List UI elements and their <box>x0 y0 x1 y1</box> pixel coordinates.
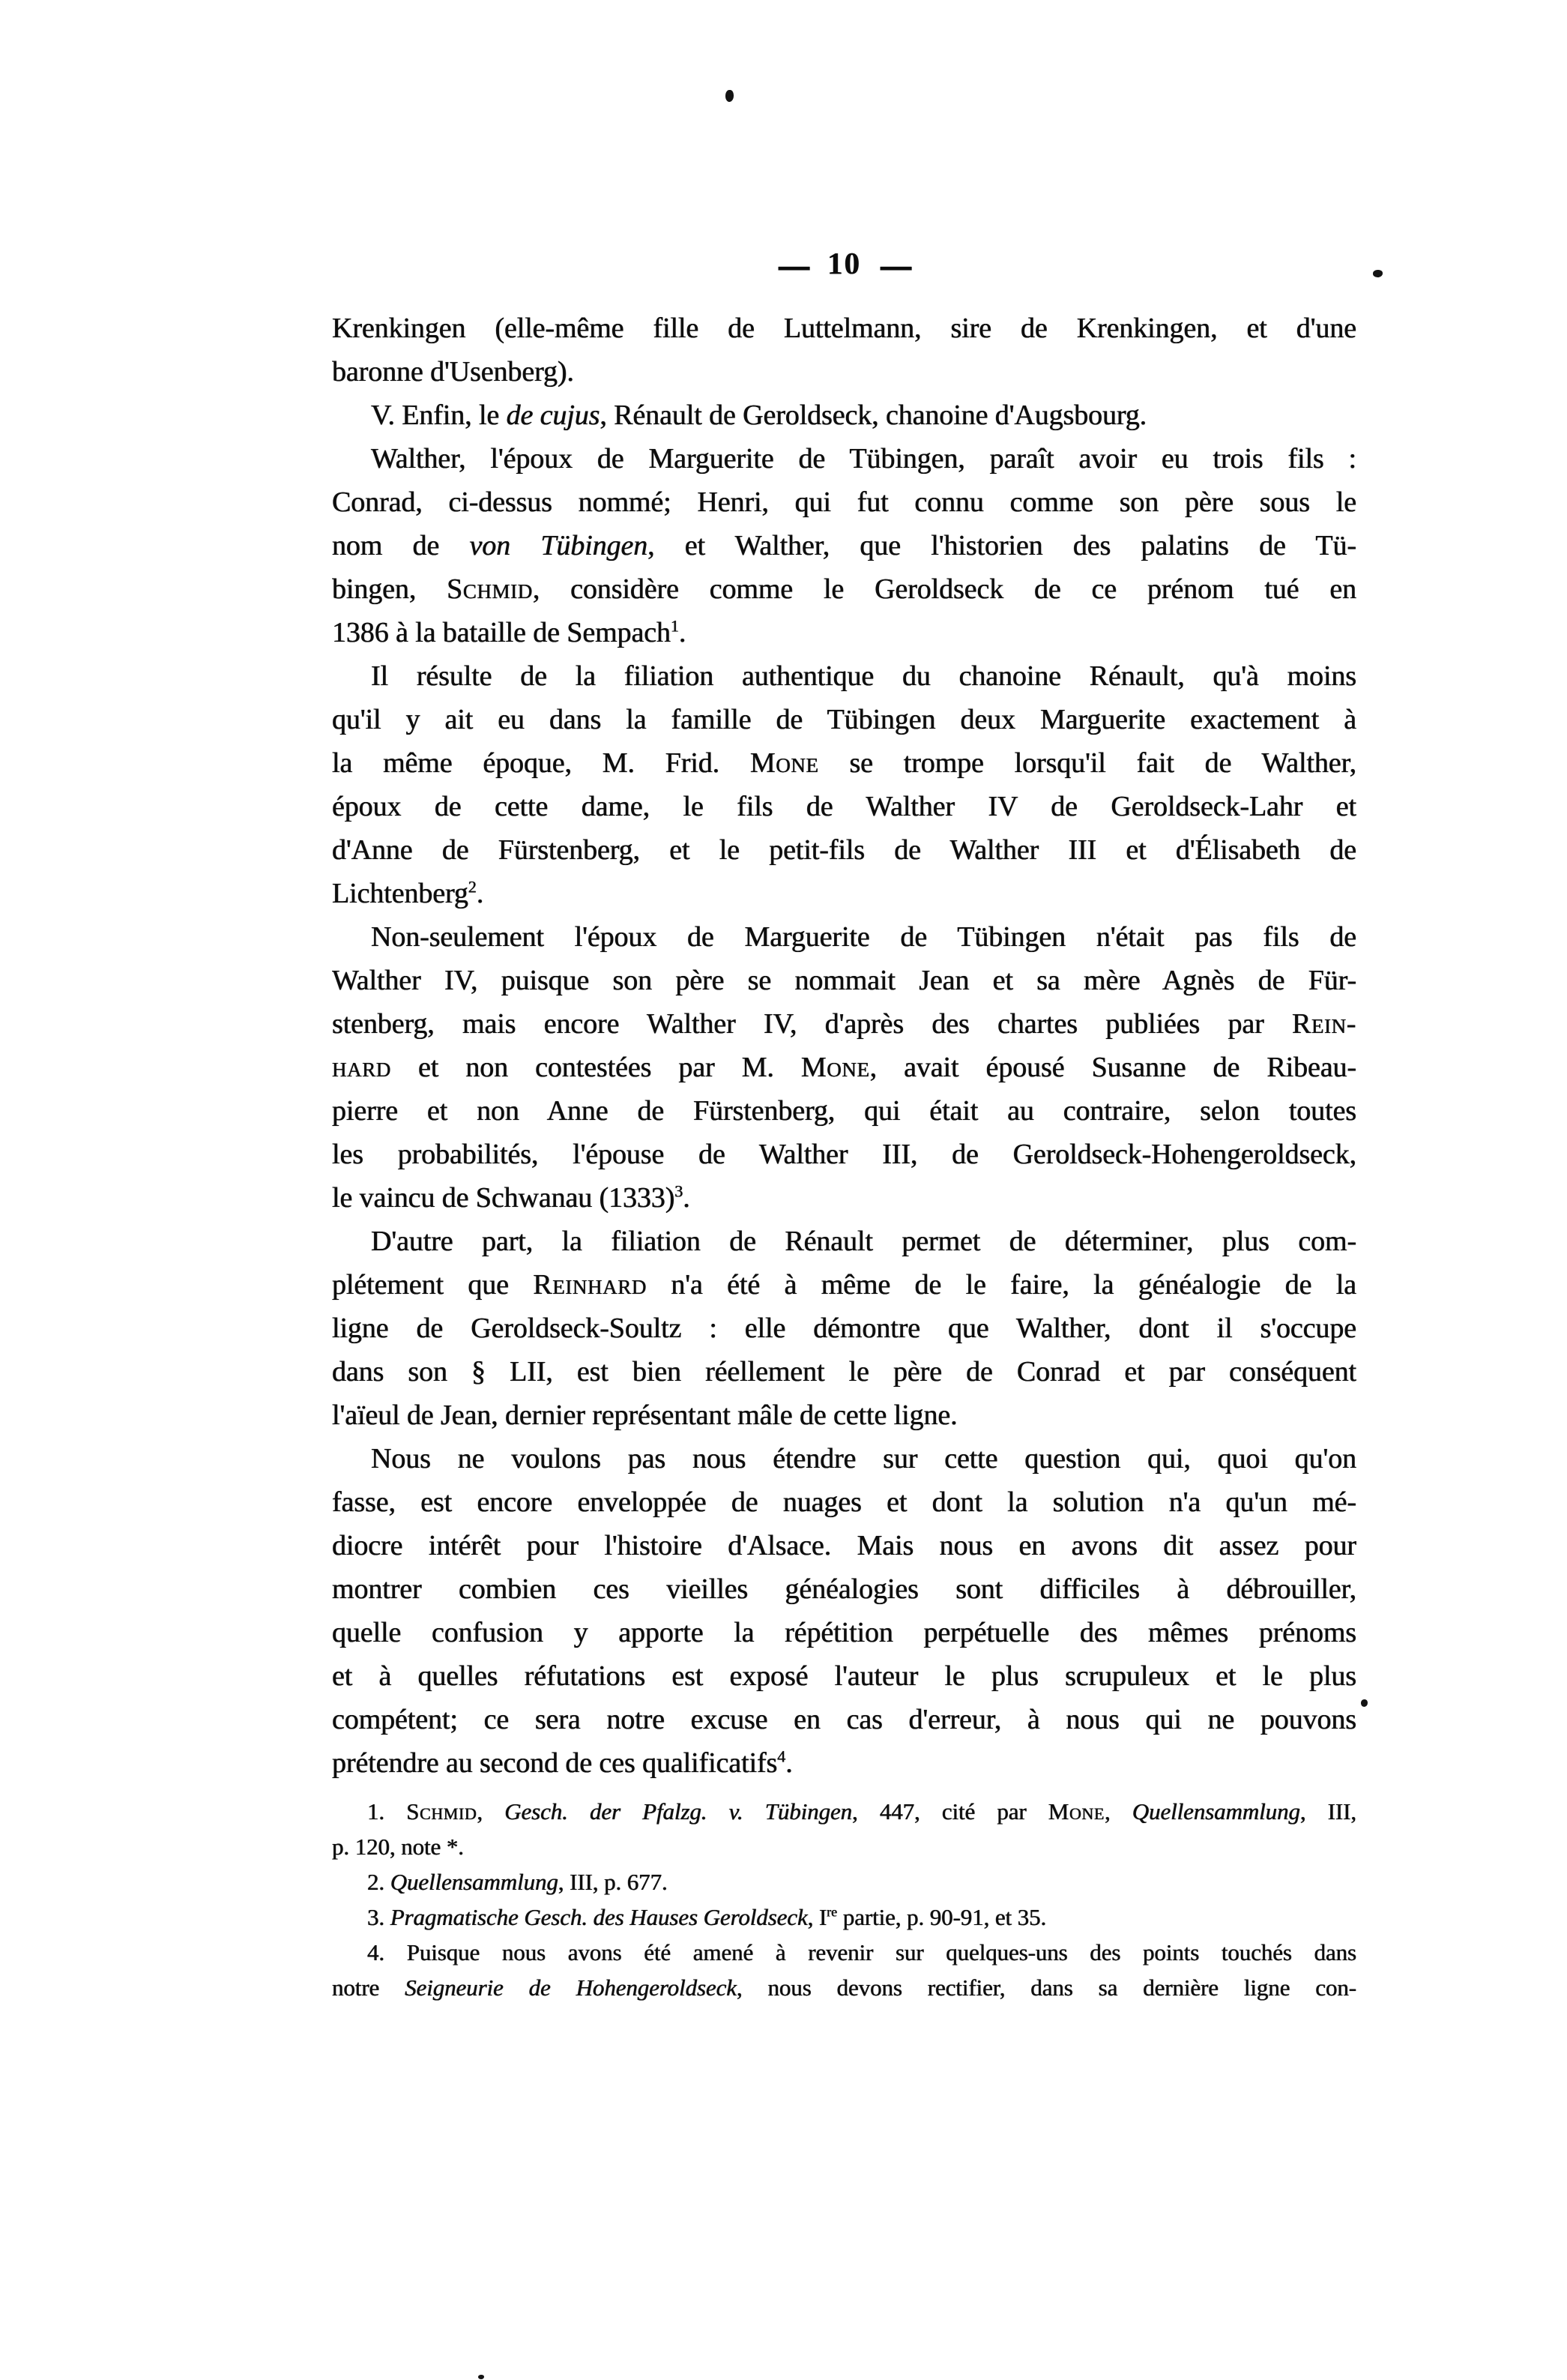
text-segment: Conrad, ci-dessus nommé; Henri, qui fut connu comme son père sous le <box>332 486 1356 518</box>
paragraph <box>332 1220 1356 1437</box>
footnote-marker: 2 <box>468 877 477 897</box>
footnote-marker: 4 <box>777 1747 786 1766</box>
text-line <box>332 915 1356 959</box>
text-segment: Quellensammlung <box>1132 1798 1300 1825</box>
text-line <box>332 350 1356 394</box>
text-segment: , III, <box>1299 1798 1356 1825</box>
text-segment: diocre intérêt pour l'histoire d'Alsace. Mais nous en avons dit assez pour <box>332 1530 1356 1561</box>
text-segment: Mone <box>1048 1798 1105 1825</box>
text-segment: p. 120, note *. <box>332 1834 464 1860</box>
text-line <box>332 1970 1356 2005</box>
text-segment: de cujus <box>506 400 600 431</box>
text-line <box>332 437 1356 480</box>
text-segment: n'a été à même de le faire, la généalogie de la <box>646 1269 1356 1301</box>
scan-speck <box>478 2375 484 2379</box>
text-segment: bingen, <box>332 573 447 605</box>
text-line <box>332 1133 1356 1176</box>
text-segment: quelle confusion y apporte la répétition perpétuelle des mêmes prénoms <box>332 1617 1356 1648</box>
text-segment: Quellensammlung <box>390 1869 558 1895</box>
text-line <box>332 654 1356 698</box>
text-segment: Gesch. der Pfalzg. v. Tübingen <box>504 1798 853 1825</box>
text-segment: , Rénault de Geroldseck, chanoine d'Augsbourg. <box>600 400 1147 431</box>
page-number: 10 <box>827 246 861 280</box>
text-segment: , 447, cité par <box>852 1798 1048 1825</box>
text-line <box>332 1524 1356 1567</box>
footnote-paragraph <box>332 1935 1356 2005</box>
text-segment: 4. Puisque nous avons été amené à revenir sur quelques-uns des points touchés dans <box>367 1939 1356 1965</box>
footnote-marker: re <box>827 1904 838 1920</box>
text-line <box>332 872 1356 915</box>
text-segment: fasse, est encore enveloppée de nuages et dont la solution n'a qu'un mé- <box>332 1486 1356 1518</box>
text-segment: Walther, l'époux de Marguerite de Tübingen, paraît avoir eu trois fils : <box>371 443 1356 475</box>
text-segment: . <box>683 1182 690 1214</box>
text-line <box>332 785 1356 828</box>
text-segment: et non contestées par M. <box>390 1052 801 1083</box>
text-segment: Walther IV, puisque son père se nommait Jean et sa mère Agnès de Für- <box>332 965 1356 996</box>
text-line <box>332 567 1356 611</box>
text-segment: ligne de Geroldseck-Soultz : elle démontre que Walther, dont il s'occupe <box>332 1313 1356 1344</box>
paragraph <box>332 654 1356 915</box>
scan-speck <box>1373 270 1383 277</box>
text-segment: , nous devons rectifier, dans sa dernière ligne con- <box>736 1974 1356 2001</box>
text-line <box>332 1741 1356 1785</box>
text-segment: se trompe lorsqu'il fait de Walther, <box>818 747 1356 779</box>
footnote-paragraph <box>332 1900 1356 1935</box>
text-segment: Seigneurie de Hohengeroldseck <box>405 1974 737 2001</box>
text-line <box>332 1437 1356 1480</box>
text-line <box>332 1089 1356 1133</box>
body-paragraphs <box>332 307 1356 1785</box>
text-line <box>332 1654 1356 1698</box>
text-line <box>332 611 1356 654</box>
text-segment: Krenkingen (elle-même fille de Luttelmann, sire de Krenkingen, et d'une <box>332 313 1356 344</box>
text-line <box>332 1567 1356 1611</box>
text-segment: . <box>476 878 484 909</box>
text-line <box>332 1900 1356 1935</box>
text-segment: les probabilités, l'épouse de Walther III, de Geroldseck-Hohengeroldseck, <box>332 1139 1356 1170</box>
text-line <box>332 1935 1356 1970</box>
text-line <box>332 1046 1356 1089</box>
text-segment: Nous ne voulons pas nous étendre sur cette question qui, quoi qu'on <box>371 1443 1356 1474</box>
text-segment: hard <box>332 1052 391 1083</box>
text-segment: Pragmatische Gesch. des Hauses Geroldseck <box>390 1904 808 1930</box>
text-segment: Schmid <box>406 1798 477 1825</box>
text-line <box>332 1698 1356 1741</box>
text-segment: qu'il y ait eu dans la famille de Tübingen deux Marguerite exactement à <box>332 704 1356 735</box>
text-segment: Lichtenberg <box>332 878 468 909</box>
text-segment: époux de cette dame, le fils de Walther IV de Geroldseck-Lahr et <box>332 791 1356 822</box>
text-segment: pierre et non Anne de Fürstenberg, qui était au contraire, selon toutes <box>332 1095 1356 1127</box>
text-line <box>332 394 1356 437</box>
text-segment: Mone <box>800 1052 870 1083</box>
text-line <box>332 1394 1356 1437</box>
text-line <box>332 1611 1356 1654</box>
text-segment: 2. <box>367 1869 390 1895</box>
paragraph <box>332 394 1356 437</box>
text-segment: 1. <box>367 1798 407 1825</box>
text-segment: . <box>678 617 686 648</box>
text-segment: d'Anne de Fürstenberg, et le petit-fils de Walther III et d'Élisabeth de <box>332 834 1356 866</box>
text-segment: D'autre part, la filiation de Rénault permet de déterminer, plus com- <box>371 1226 1356 1257</box>
text-segment: Il résulte de la filiation authentique du chanoine Rénault, qu'à moins <box>371 660 1356 692</box>
text-line <box>332 828 1356 872</box>
text-line <box>332 307 1356 350</box>
text-segment: , et Walther, que l'historien des palatins de Tü- <box>647 530 1356 561</box>
text-segment: , I <box>807 1904 827 1930</box>
text-segment: Reinhard <box>533 1269 647 1301</box>
footnote-marker: 1 <box>670 616 679 636</box>
text-line <box>332 1307 1356 1350</box>
header-dash-right: — <box>881 235 910 291</box>
text-line <box>332 1794 1356 1829</box>
text-line <box>332 741 1356 785</box>
text-segment: , avait épousé Susanne de Ribeau- <box>869 1052 1356 1083</box>
footnote-marker: 3 <box>674 1181 683 1201</box>
text-block <box>332 307 1356 2005</box>
text-segment: Non-seulement l'époux de Marguerite de Tübingen n'était pas fils de <box>371 921 1356 953</box>
paragraph <box>332 307 1356 394</box>
scan-speck <box>1361 1699 1368 1707</box>
text-line <box>332 698 1356 741</box>
text-segment: Rein- <box>1292 1008 1356 1040</box>
page-header <box>332 235 1356 291</box>
footnotes <box>332 1794 1356 2005</box>
footnote-paragraph <box>332 1864 1356 1900</box>
paragraph <box>332 1437 1356 1785</box>
paragraph <box>332 437 1356 654</box>
text-segment: , considère comme le Geroldseck de ce prénom tué en <box>532 573 1356 605</box>
text-line <box>332 959 1356 1002</box>
text-segment: et à quelles réfutations est exposé l'auteur le plus scrupuleux et le plus <box>332 1660 1356 1692</box>
header-dash-left: — <box>779 235 808 291</box>
text-segment: plétement que <box>332 1269 534 1301</box>
text-segment: . <box>785 1747 793 1779</box>
text-segment: l'aïeul de Jean, dernier représentant mâle de cette ligne. <box>332 1400 958 1431</box>
text-segment: compétent; ce sera notre excuse en cas d'erreur, à nous qui ne pouvons <box>332 1704 1356 1735</box>
text-line <box>332 1864 1356 1900</box>
text-segment: partie, p. 90-91, et 35. <box>837 1904 1047 1930</box>
text-segment: V. Enfin, le <box>371 400 507 431</box>
text-segment: , <box>477 1798 505 1825</box>
text-segment: baronne d'Usenberg). <box>332 356 574 388</box>
text-line <box>332 1220 1356 1263</box>
text-segment: prétendre au second de ces qualificatifs <box>332 1747 778 1779</box>
text-segment: stenberg, mais encore Walther IV, d'après des chartes publiées par <box>332 1008 1293 1040</box>
text-segment: , III, p. 677. <box>558 1869 668 1895</box>
text-segment: montrer combien ces vieilles généalogies sont difficiles à débrouiller, <box>332 1573 1356 1605</box>
text-segment: Mone <box>749 747 819 779</box>
text-segment: , <box>1104 1798 1132 1825</box>
text-segment: von Tübingen <box>469 530 648 561</box>
text-line <box>332 1480 1356 1524</box>
text-line <box>332 1002 1356 1046</box>
text-line <box>332 1829 1356 1864</box>
text-segment: Schmid <box>447 573 533 605</box>
text-line <box>332 1263 1356 1307</box>
text-line <box>332 1176 1356 1220</box>
text-line <box>332 480 1356 524</box>
text-segment: notre <box>332 1974 405 2001</box>
footnote-paragraph <box>332 1794 1356 1864</box>
scan-speck <box>725 90 734 102</box>
text-line <box>332 1350 1356 1394</box>
text-segment: le vaincu de Schwanau (1333) <box>332 1182 675 1214</box>
text-segment: la même époque, M. Frid. <box>332 747 750 779</box>
text-segment: dans son § LII, est bien réellement le père de Conrad et par conséquent <box>332 1356 1356 1388</box>
paragraph <box>332 915 1356 1220</box>
text-segment: nom de <box>332 530 470 561</box>
text-line <box>332 524 1356 567</box>
text-segment: 1386 à la bataille de Sempach <box>332 617 671 648</box>
text-segment: 3. <box>367 1904 390 1930</box>
